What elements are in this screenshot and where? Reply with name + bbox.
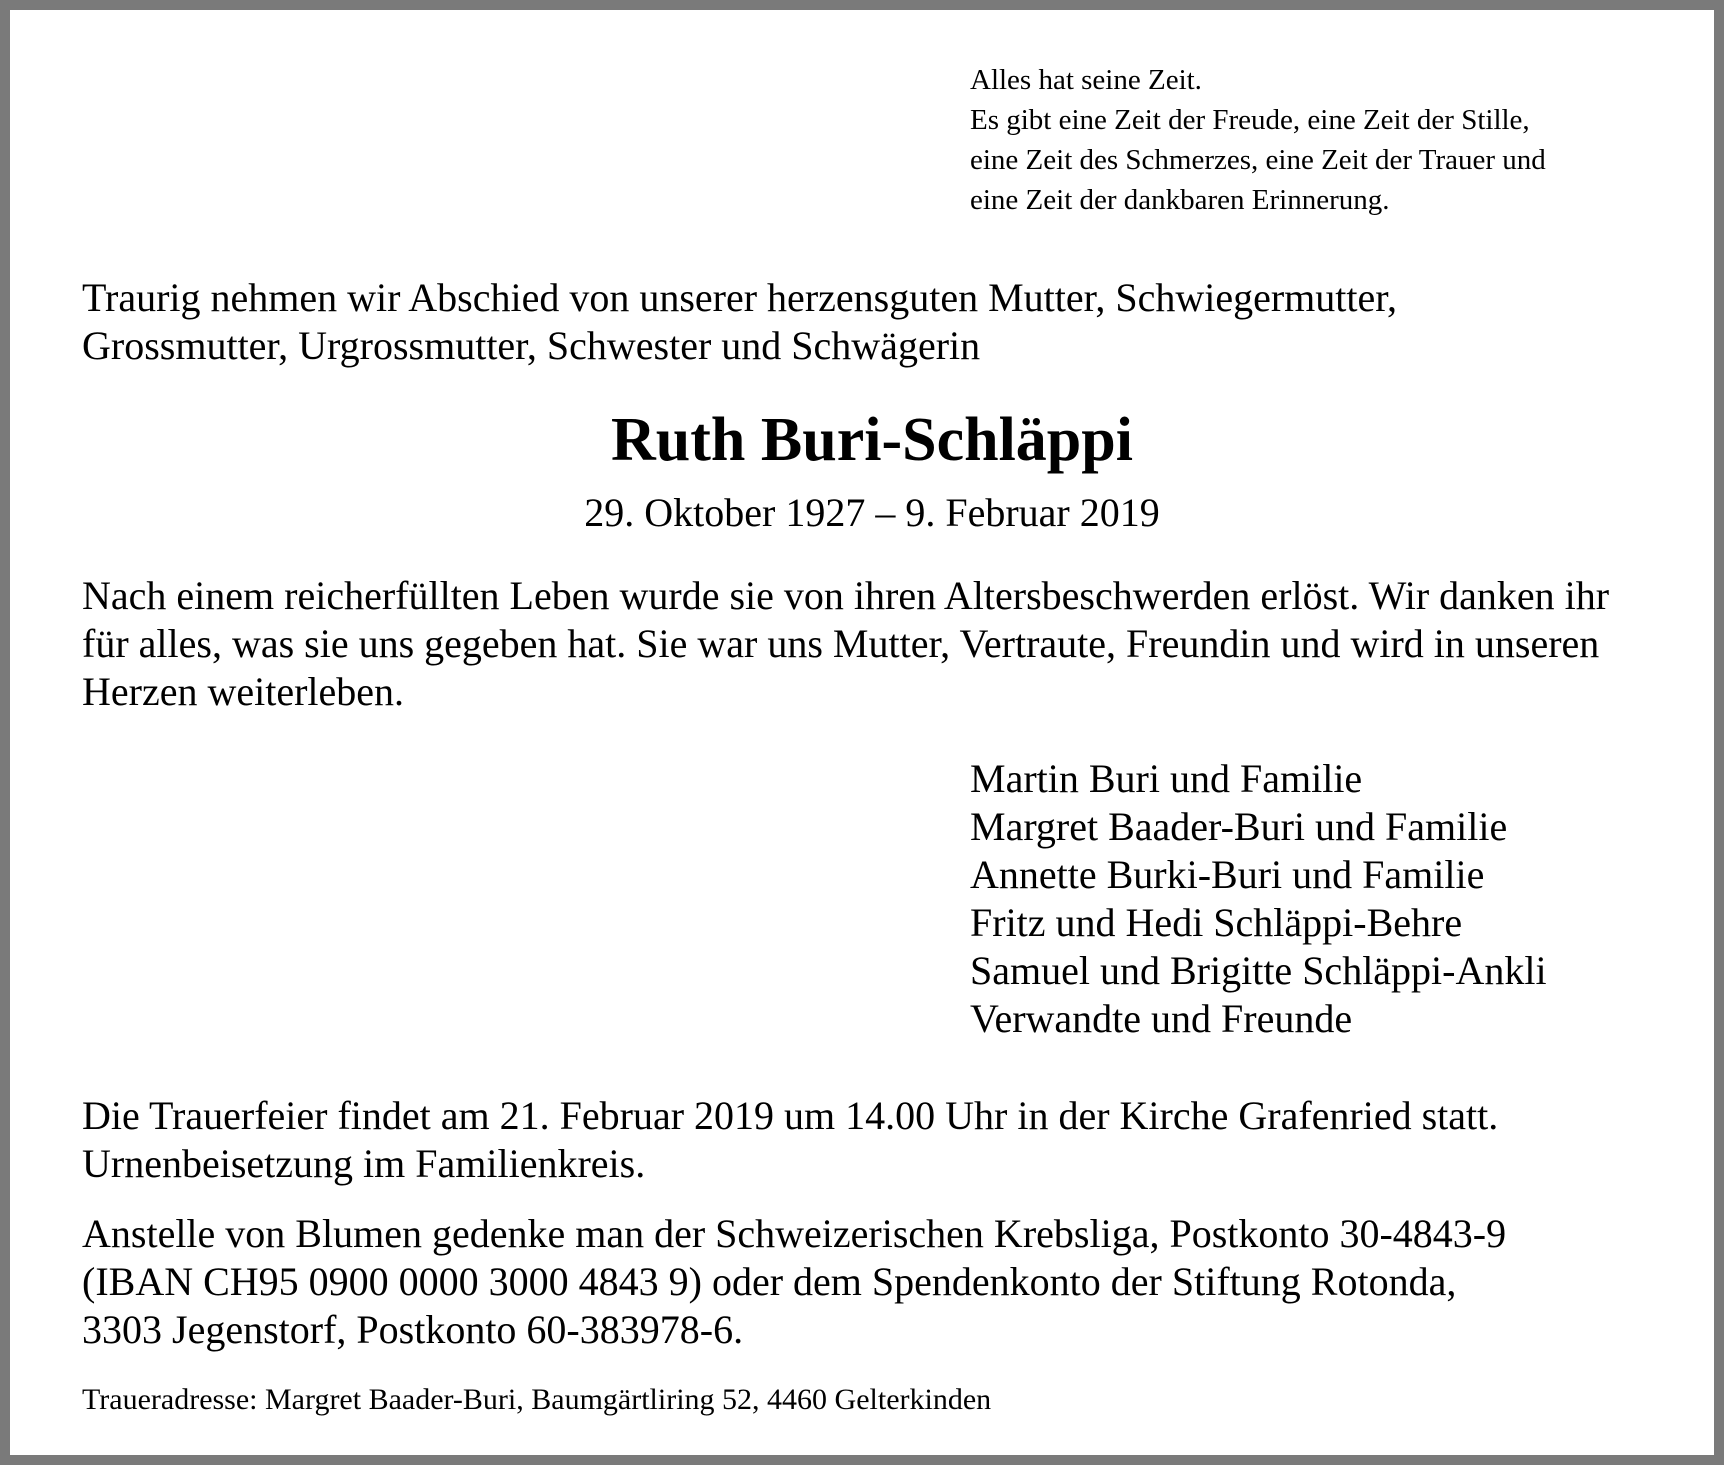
mourner-entry: Margret Baader-Buri und Familie: [970, 804, 1508, 849]
ceremony-paragraph: [82, 1092, 1498, 1188]
tribute-line: für alles, was sie uns gegeben hat. Sie war uns Mutter, Vertraute, Freundin und wird in unseren: [82, 621, 1600, 666]
mourner-entry: Verwandte und Freunde: [970, 996, 1353, 1041]
mourner-entry: Samuel und Brigitte Schläppi-Ankli: [970, 948, 1547, 993]
donations-line: (IBAN CH95 0900 0000 3000 4843 9) oder dem Spendenkonto der Stiftung Rotonda,: [82, 1259, 1457, 1304]
mourner-entry: Martin Buri und Familie: [970, 756, 1363, 801]
ceremony-line: Urnenbeisetzung im Familienkreis.: [82, 1141, 646, 1186]
tribute-paragraph: [82, 572, 1609, 716]
poem-line: Alles hat seine Zeit.: [970, 64, 1202, 96]
life-dates: 29. Oktober 1927 – 9. Februar 2019: [584, 490, 1160, 535]
mourners-list: [970, 755, 1547, 1043]
poem-line: eine Zeit des Schmerzes, eine Zeit der Trauer und: [970, 144, 1546, 176]
poem-quote: [970, 60, 1546, 220]
mourning-address: Traueradresse: Margret Baader-Buri, Baumgärtliring 52, 4460 Gelterkinden: [82, 1383, 992, 1416]
ceremony-line: Die Trauerfeier findet am 21. Februar 2019 um 14.00 Uhr in der Kirche Grafenried statt.: [82, 1093, 1499, 1138]
tribute-line: Herzen weiterleben.: [82, 669, 405, 714]
tribute-line: Nach einem reicherfüllten Leben wurde sie von ihren Altersbeschwerden erlöst. Wir danken ihr: [82, 573, 1610, 618]
intro-paragraph: [82, 274, 1397, 370]
mourner-entry: Fritz und Hedi Schläppi-Behre: [970, 900, 1463, 945]
intro-line: Traurig nehmen wir Abschied von unserer herzensguten Mutter, Schwiegermutter,: [82, 275, 1397, 320]
poem-line: eine Zeit der dankbaren Erinnerung.: [970, 184, 1390, 216]
deceased-name: Ruth Buri-Schläppi: [610, 406, 1133, 474]
donations-line: 3303 Jegenstorf, Postkonto 60-383978-6.: [82, 1307, 744, 1352]
donations-paragraph: [82, 1210, 1506, 1354]
poem-line: Es gibt eine Zeit der Freude, eine Zeit der Stille,: [970, 104, 1530, 136]
donations-line: Anstelle von Blumen gedenke man der Schweizerischen Krebsliga, Postkonto 30-4843-9: [82, 1211, 1507, 1256]
intro-line: Grossmutter, Urgrossmutter, Schwester und Schwägerin: [82, 323, 981, 368]
mourner-entry: Annette Burki-Buri und Familie: [970, 852, 1485, 897]
